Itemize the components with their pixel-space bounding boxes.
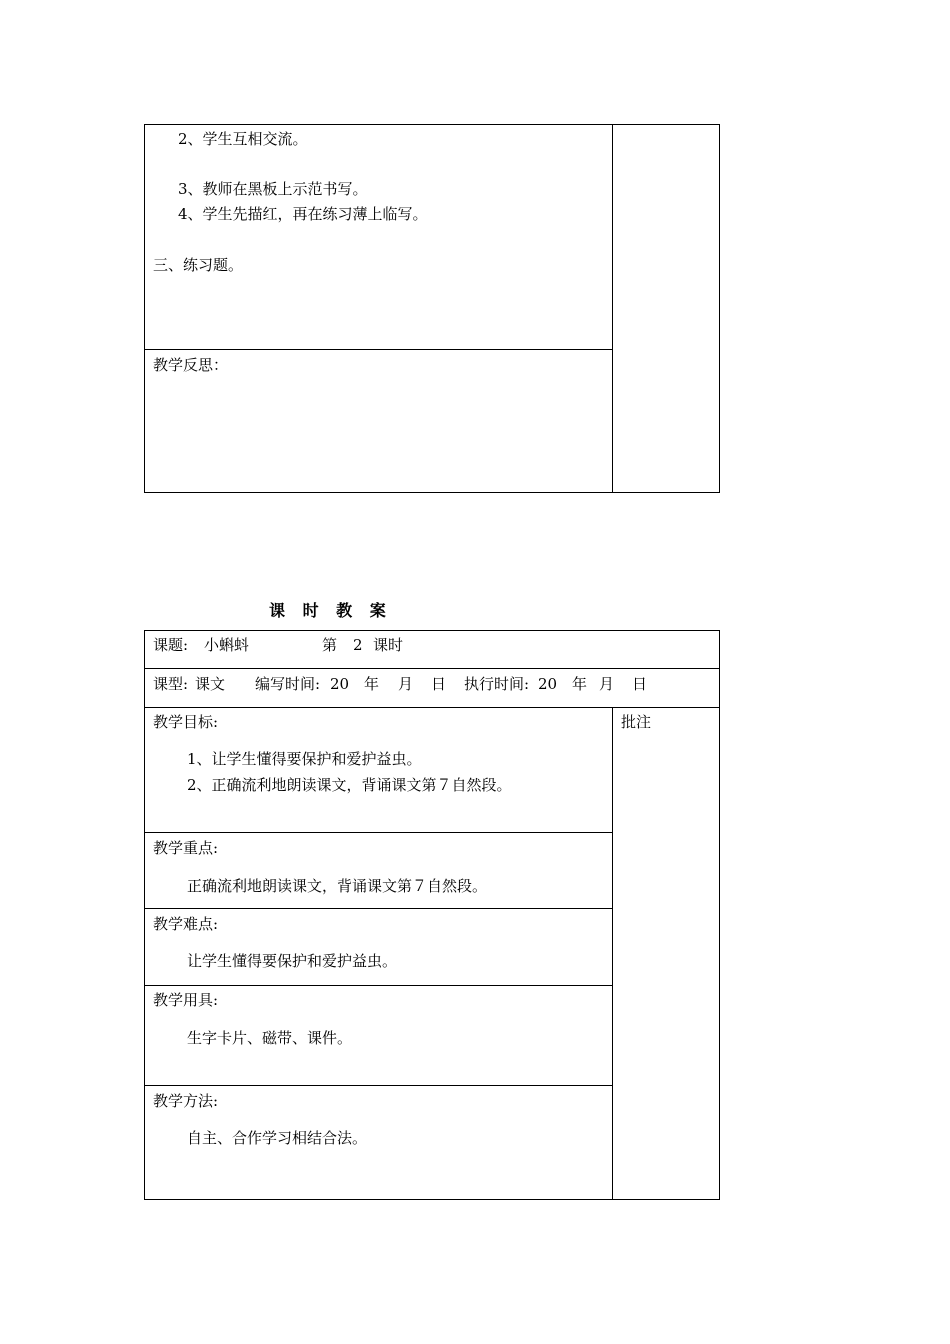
- period-prefix: 第: [322, 636, 338, 654]
- difficulty-text: 让学生懂得要保护和爱护益虫。: [187, 952, 398, 970]
- tools-text: 生字卡片、磁带、课件。: [187, 1029, 353, 1047]
- exec-year-char: 年: [572, 675, 588, 693]
- written-year: 20: [330, 675, 350, 693]
- topic-value: 小蝌蚪: [204, 636, 250, 654]
- exec-year: 20: [538, 675, 558, 693]
- difficulty-label: 教学难点:: [153, 915, 219, 933]
- written-day-char: 日: [431, 675, 447, 693]
- upper-table-row-divider: [144, 349, 612, 350]
- row-divider-goals: [144, 832, 612, 833]
- row-divider-type: [144, 707, 720, 708]
- tools-label: 教学用具:: [153, 991, 219, 1009]
- page-title: 课 时 教 案: [269, 601, 392, 620]
- notes-column-divider: [612, 707, 613, 1200]
- row-divider-topic: [144, 668, 720, 669]
- row-divider-tools: [144, 1085, 612, 1086]
- written-time-label: 编写时间:: [255, 675, 321, 693]
- step-3-text: 3、教师在黑板上示范书写。: [178, 180, 368, 198]
- exec-day-char: 日: [632, 675, 648, 693]
- step-4-text: 4、学生先描红，再在练习薄上临写。: [178, 205, 428, 223]
- type-value: 课文: [195, 675, 226, 693]
- topic-label: 课题:: [153, 636, 189, 654]
- period-suffix: 课时: [373, 636, 404, 654]
- goals-label: 教学目标:: [153, 713, 219, 731]
- goal-2: 2、正确流利地朗读课文，背诵课文第７自然段。: [187, 776, 512, 794]
- written-month-char: 月: [398, 675, 414, 693]
- row-divider-key: [144, 908, 612, 909]
- method-text: 自主、合作学习相结合法。: [187, 1129, 368, 1147]
- written-year-char: 年: [364, 675, 380, 693]
- notes-label: 批注: [621, 713, 652, 731]
- exec-time-label: 执行时间:: [464, 675, 530, 693]
- period-number: 2: [353, 636, 363, 654]
- reflection-label: 教学反思：: [153, 356, 229, 374]
- method-label: 教学方法:: [153, 1092, 219, 1110]
- exec-month-char: 月: [599, 675, 615, 693]
- type-label: 课型:: [153, 675, 189, 693]
- row-divider-difficulty: [144, 985, 612, 986]
- key-points-text: 正确流利地朗读课文，背诵课文第７自然段。: [187, 877, 488, 895]
- exercise-heading: 三、练习题。: [153, 256, 244, 274]
- step-2-text: 2、学生互相交流。: [178, 130, 308, 148]
- goal-1: 1、让学生懂得要保护和爱护益虫。: [187, 750, 422, 768]
- key-points-label: 教学重点:: [153, 839, 219, 857]
- upper-table-divider: [612, 124, 613, 493]
